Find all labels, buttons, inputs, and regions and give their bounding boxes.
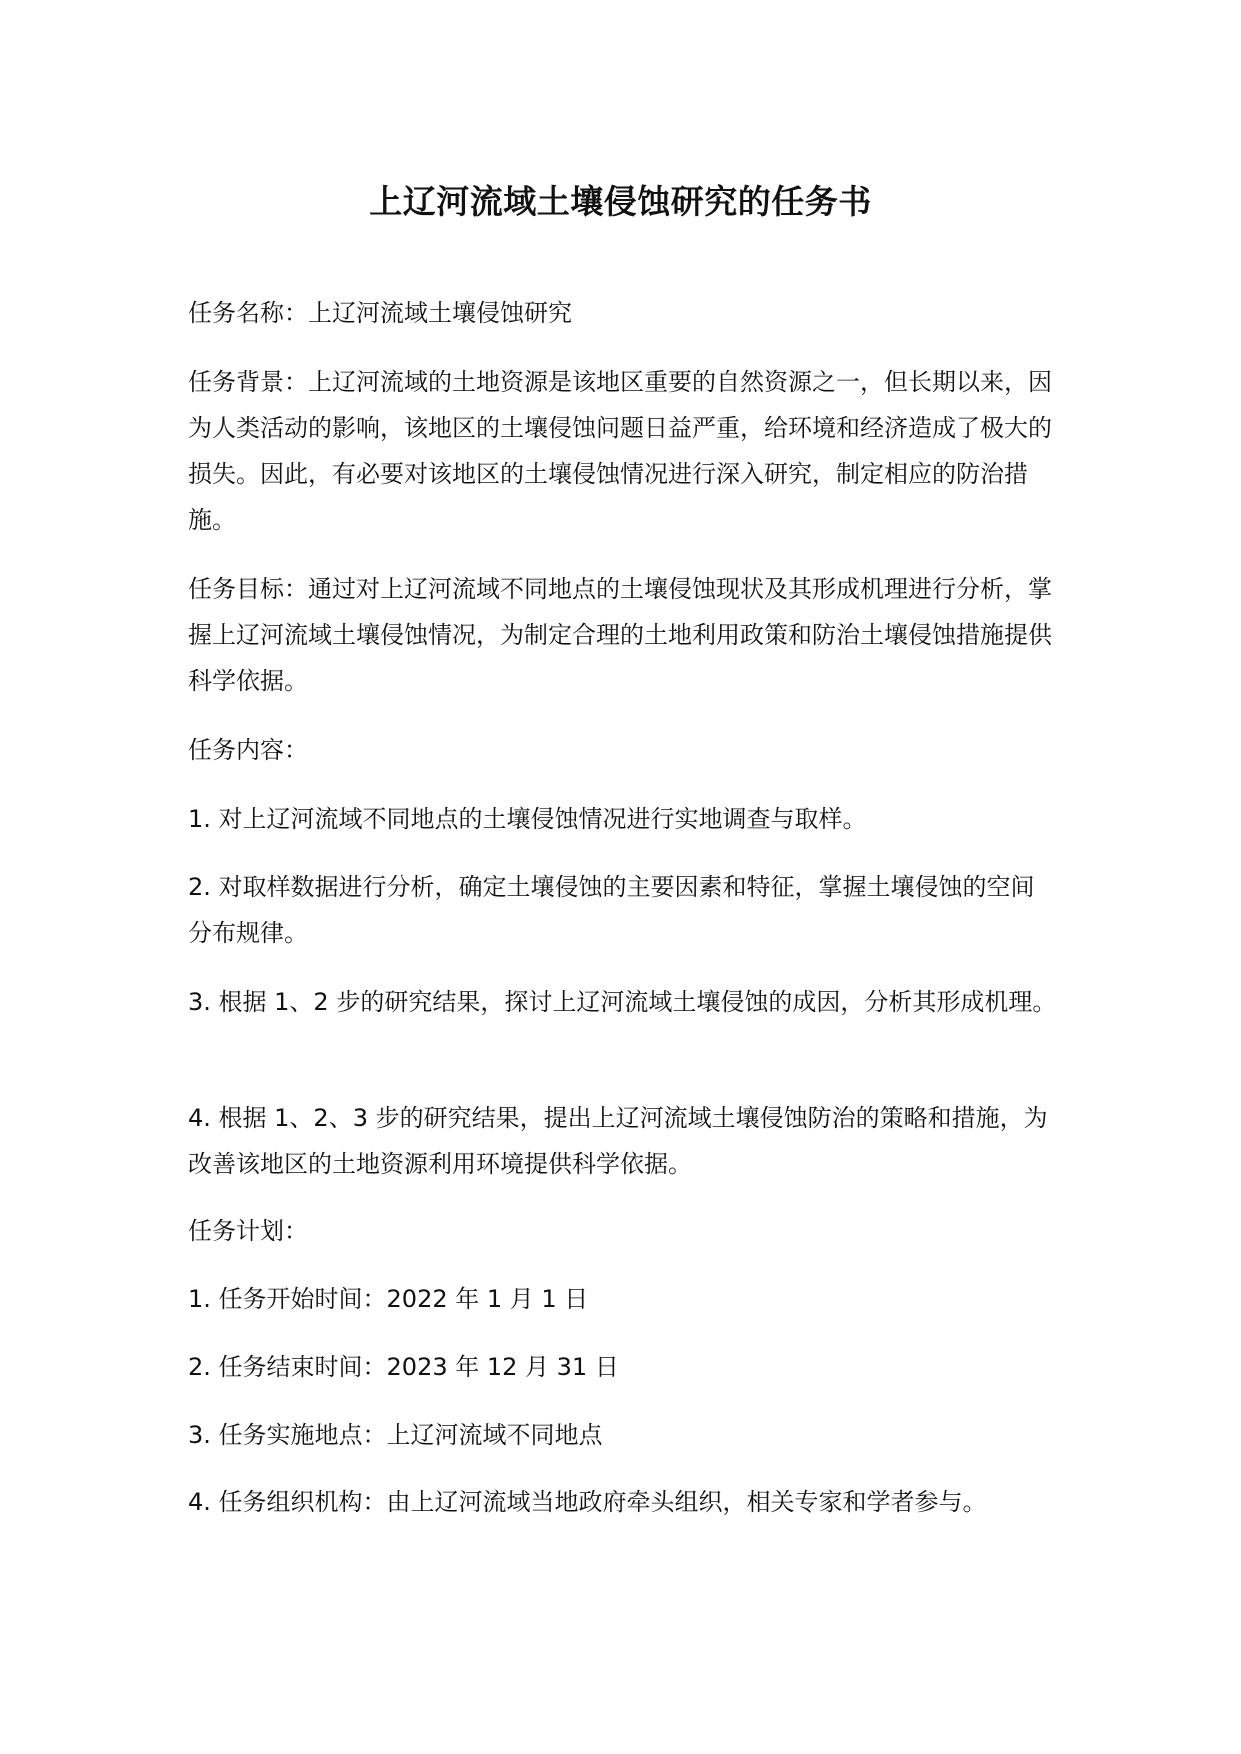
- task-name-paragraph: 任务名称：上辽河流域土壤侵蚀研究: [188, 299, 572, 327]
- task-content-item: 3. 根据 1、2 步的研究结果，探讨上辽河流域土壤侵蚀的成因，分析其形成机理。: [188, 988, 1057, 1016]
- task-plan-item: 2. 任务结束时间：2023 年 12 月 31 日: [188, 1353, 619, 1381]
- task-plan-heading: 任务计划：: [188, 1217, 308, 1245]
- task-goal-paragraph: 任务目标：通过对上辽河流域不同地点的土壤侵蚀现状及其形成机理进行分析，掌握上辽河流域土壤侵蚀情况，为制定合理的土地利用政策和防治土壤侵蚀措施提供科学依据。: [188, 575, 1052, 695]
- task-content-item: 4. 根据 1、2、3 步的研究结果，提出上辽河流域土壤侵蚀防治的策略和措施，为改善该地区的土地资源利用环境提供科学依据。: [188, 1104, 1048, 1178]
- task-content-item: 1. 对上辽河流域不同地点的土壤侵蚀情况进行实地调查与取样。: [188, 805, 867, 833]
- task-content-heading: 任务内容：: [188, 736, 308, 764]
- task-plan-item: 1. 任务开始时间：2022 年 1 月 1 日: [188, 1285, 589, 1313]
- document-title: 上辽河流域土壤侵蚀研究的任务书: [369, 182, 872, 221]
- task-plan-item: 4. 任务组织机构：由上辽河流域当地政府牵头组织，相关专家和学者参与。: [188, 1488, 987, 1516]
- task-content-item: 2. 对取样数据进行分析，确定土壤侵蚀的主要因素和特征，掌握土壤侵蚀的空间分布规律。: [188, 873, 1035, 947]
- task-plan-item: 3. 任务实施地点：上辽河流域不同地点: [188, 1421, 603, 1449]
- task-background-paragraph: 任务背景：上辽河流域的土地资源是该地区重要的自然资源之一，但长期以来，因为人类活动的影响，该地区的土壤侵蚀问题日益严重，给环境和经济造成了极大的损失。因此，有必要对该地区的土壤侵蚀情况进行深入研究，制定相应的防治措施。: [188, 368, 1052, 534]
